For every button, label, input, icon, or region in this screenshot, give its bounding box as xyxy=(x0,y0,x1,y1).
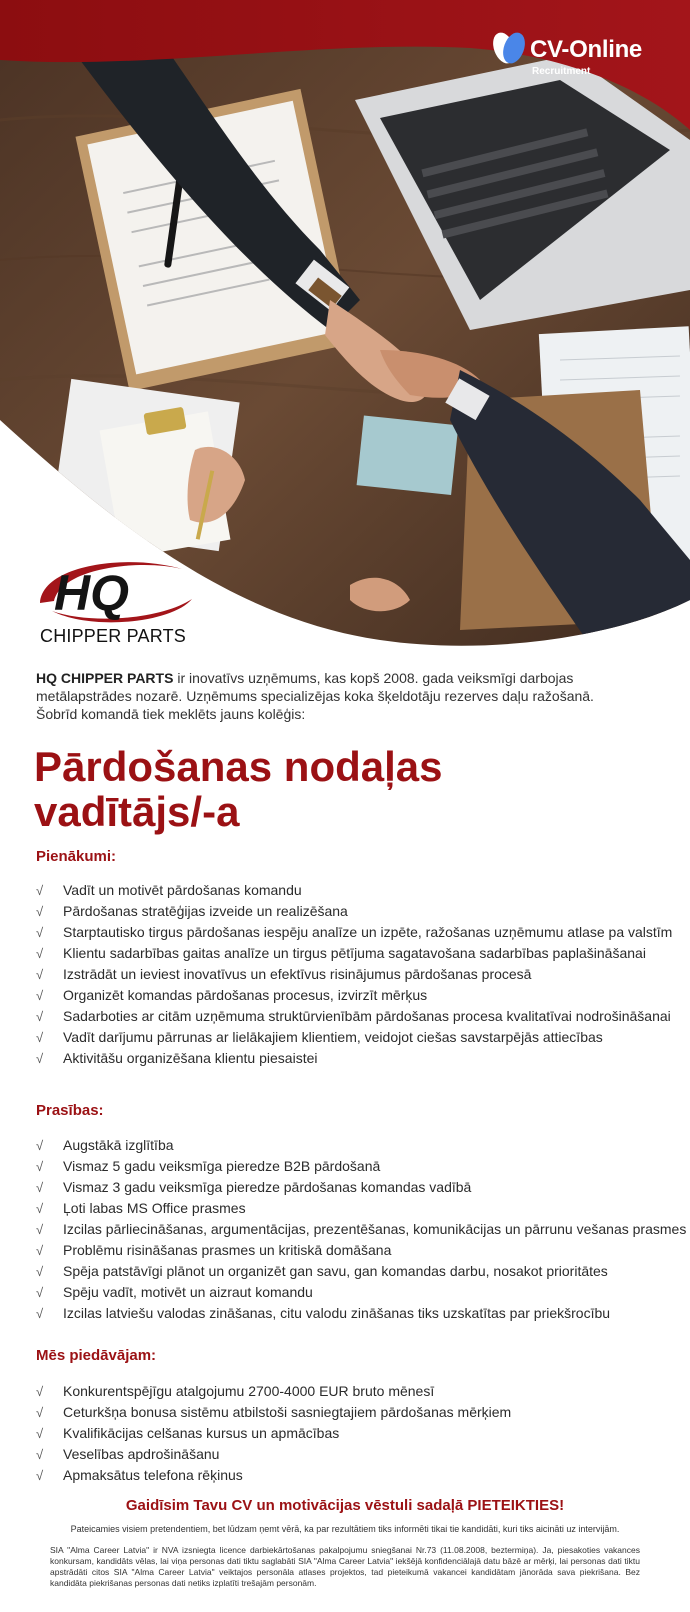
check-icon: √ xyxy=(36,1384,44,1399)
list-item: √ Sadarboties ar citām uzņēmuma struktūrvienībām pārdošanas procesa kvalitatīvai nodrošināšanai xyxy=(36,1006,686,1027)
list-item: √ Vismaz 3 gadu veiksmīga pieredze pārdošanas komandas vadībā xyxy=(36,1177,686,1198)
company-intro xyxy=(36,669,656,723)
list-item: √ Izcilas pārliecināšanas, argumentācijas, prezentēšanas, komunikācijas un pārrunu vešanas prasmes xyxy=(36,1219,686,1240)
check-icon: √ xyxy=(36,1468,44,1483)
list-item: √ Izstrādāt un ieviest inovatīvus un efektīvus risinājumus pārdošanas procesā xyxy=(36,964,686,985)
list-item: √ Augstākā izglītība xyxy=(36,1135,686,1156)
check-icon: √ xyxy=(36,1201,44,1216)
list-item: √ Konkurentspējīgu atalgojumu 2700-4000 EUR bruto mēnesī xyxy=(36,1381,686,1402)
list-item: √ Vadīt darījumu pārrunas ar lielākajiem klientiem, veidojot ciešas savstarpējās attiecības xyxy=(36,1027,686,1048)
hq-logo-caption: CHIPPER PARTS xyxy=(40,626,186,646)
check-icon: √ xyxy=(36,1180,44,1195)
duties-list xyxy=(36,880,686,1069)
list-item: √ Spēja patstāvīgi plānot un organizēt gan savu, gan komandas darbu, nosakot prioritātes xyxy=(36,1261,686,1282)
intro-line-3: Šobrīd komandā tiek meklēts jauns kolēģis: xyxy=(36,706,306,722)
check-icon: √ xyxy=(36,883,44,898)
check-icon: √ xyxy=(36,925,44,940)
cv-online-logo[interactable] xyxy=(488,26,668,82)
list-item: √ Vismaz 5 gadu veiksmīga pieredze B2B pārdošanā xyxy=(36,1156,686,1177)
list-item: √ Izcilas latviešu valodas zināšanas, citu valodu zināšanas tiks uzskatītas par priekšrocību xyxy=(36,1303,686,1324)
check-icon: √ xyxy=(36,967,44,982)
list-item: √ Veselības apdrošināšanu xyxy=(36,1444,686,1465)
list-item: √ Pārdošanas stratēģijas izveide un realizēšana xyxy=(36,901,686,922)
cv-online-mark-icon xyxy=(488,26,532,70)
check-icon: √ xyxy=(36,1447,44,1462)
hero-image xyxy=(0,0,690,660)
job-title xyxy=(34,744,674,834)
duties-heading: Pienākumi: xyxy=(36,848,117,865)
check-icon: √ xyxy=(36,904,44,919)
check-icon: √ xyxy=(36,1405,44,1420)
check-icon: √ xyxy=(36,1138,44,1153)
intro-line-1: ir inovatīvs uzņēmums, kas kopš 2008. gada veiksmīgi darbojas xyxy=(173,670,574,686)
requirements-list xyxy=(36,1135,686,1324)
list-item: √ Organizēt komandas pārdošanas procesus, izvirzīt mērķus xyxy=(36,985,686,1006)
list-item: √ Starptautisko tirgus pārdošanas iespēju analīze un izpēte, ražošanas uzņēmumu atlase pa valstīm xyxy=(36,922,686,943)
offer-heading: Mēs piedāvājam: xyxy=(36,1347,157,1364)
hq-logo-mark xyxy=(32,553,202,628)
list-item: √ Apmaksātus telefona rēķinus xyxy=(36,1465,686,1486)
check-icon: √ xyxy=(36,1426,44,1441)
check-icon: √ xyxy=(36,1159,44,1174)
job-title-line-2: vadītājs/-a xyxy=(34,788,240,835)
hq-logo-letters: HQ xyxy=(54,565,129,621)
intro-line-2: metālapstrādes nozarē. Uzņēmums specializējas koka šķeldotāju rezerves daļu ražošanā. xyxy=(36,688,594,704)
cv-online-wordmark: CV-Online xyxy=(530,36,642,63)
thanks-note: Pateicamies visiem pretendentiem, bet lūdzam ņemt vērā, ka par rezultātiem tiks informēti tikai tie kandidāti, kuri tiks aicināti uz intervijām. xyxy=(70,1524,620,1534)
check-icon: √ xyxy=(36,1306,44,1321)
requirements-heading: Prasības: xyxy=(36,1102,104,1119)
company-name: HQ CHIPPER PARTS xyxy=(36,670,174,686)
check-icon: √ xyxy=(36,1009,44,1024)
check-icon: √ xyxy=(36,988,44,1003)
job-title-line-1: Pārdošanas nodaļas xyxy=(34,743,443,790)
check-icon: √ xyxy=(36,946,44,961)
list-item: √ Problēmu risināšanas prasmes un kritiskā domāšana xyxy=(36,1240,686,1261)
legal-notice: SIA "Alma Career Latvia" ir NVA izsniegta licence darbiekārtošanas pakalpojumu sniegšanai Nr.73 (11.08.2008, beztermiņa). Ja, piesakoties vakances konkursam, kandidāts vēlas, lai viņa personas dati tiktu saglabāti SIA "Alma Career Latvia" iekšējā konfidenciālajā datu bāzē ar mērķi, lai personas dati tiktu apstrādāti citos SIA "Alma Career Latvia" veiktajos personāla atlases projektos, tad pieteikumā vakancei kandidātam jānorāda sava piekrišana. Bez kandidāta piekrišanas personas dati netiks izplatīti trešajām personām. xyxy=(50,1545,640,1588)
cv-online-subtitle: Recruitment xyxy=(532,66,591,77)
check-icon: √ xyxy=(36,1264,44,1279)
check-icon: √ xyxy=(36,1285,44,1300)
list-item: √ Kvalifikācijas celšanas kursus un apmācības xyxy=(36,1423,686,1444)
list-item: √ Klientu sadarbības gaitas analīze un tirgus pētījuma sagatavošana sadarbības paplašināšanai xyxy=(36,943,686,964)
list-item: √ Vadīt un motivēt pārdošanas komandu xyxy=(36,880,686,901)
check-icon: √ xyxy=(36,1243,44,1258)
employer-logo xyxy=(32,553,202,649)
apply-call-to-action: Gaidīsim Tavu CV un motivācijas vēstuli sadaļā PIETEIKTIES! xyxy=(125,1497,565,1514)
check-icon: √ xyxy=(36,1051,44,1066)
list-item: √ Ļoti labas MS Office prasmes xyxy=(36,1198,686,1219)
check-icon: √ xyxy=(36,1030,44,1045)
offer-list xyxy=(36,1381,686,1486)
list-item: √ Ceturkšņa bonusa sistēmu atbilstoši sasniegtajiem pārdošanas mērķiem xyxy=(36,1402,686,1423)
list-item: √ Spēju vadīt, motivēt un aizraut komandu xyxy=(36,1282,686,1303)
check-icon: √ xyxy=(36,1222,44,1237)
list-item: √ Aktivitāšu organizēšana klientu piesaistei xyxy=(36,1048,686,1069)
